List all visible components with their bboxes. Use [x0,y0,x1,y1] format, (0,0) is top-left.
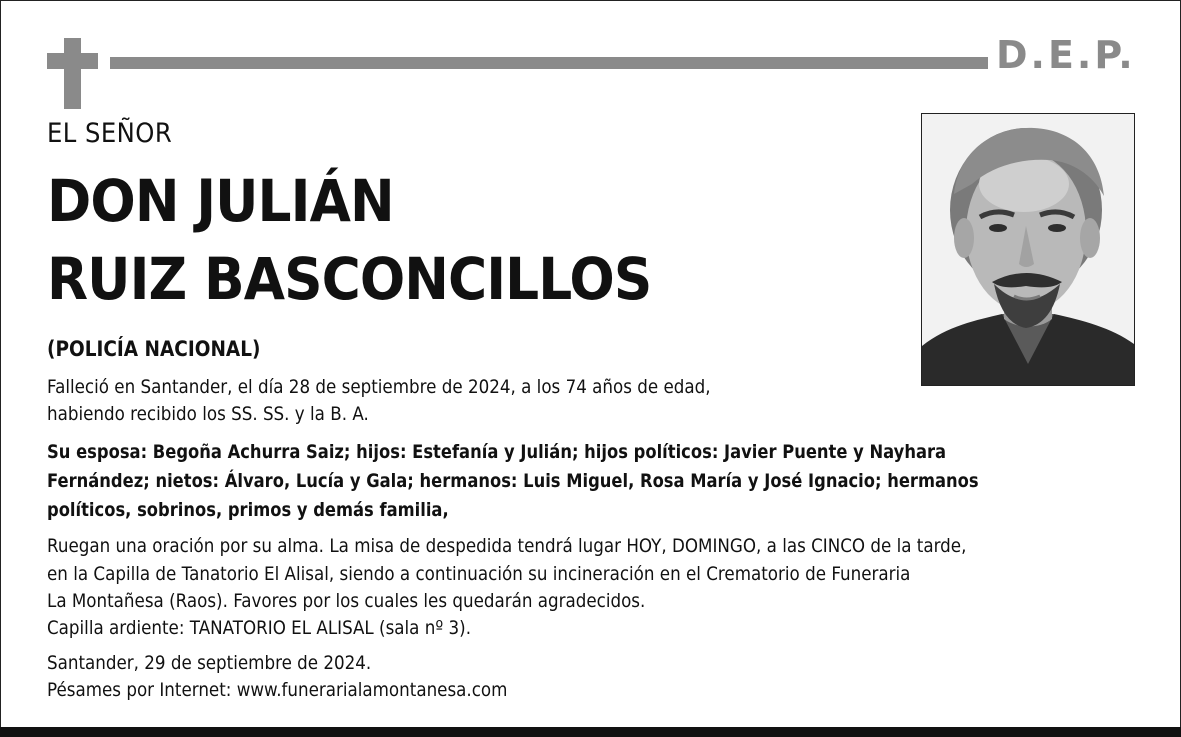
portrait-illustration [922,114,1134,385]
service-line-2: en la Capilla de Tanatorio El Alisal, siendo a continuación su incineración en el Crematorio de Funeraria [47,563,911,585]
portrait-photo [921,113,1135,386]
profession: (POLICÍA NACIONAL) [47,337,261,361]
family-line-3: políticos, sobrinos, primos y demás familia, [47,499,449,521]
honorific: EL SEÑOR [47,118,173,149]
condolences-line: Pésames por Internet: www.funerarialamontanesa.com [47,679,508,701]
footer-rule [0,727,1181,737]
cross-vertical-bar [64,38,81,109]
place-date: Santander, 29 de septiembre de 2024. [47,652,372,674]
death-line-1: Falleció en Santander, el día 28 de septiembre de 2024, a los 74 años de edad, [47,376,711,398]
service-line-3: La Montañesa (Raos). Favores por los cuales les quedarán agradecidos. [47,590,646,612]
service-line-1: Ruegan una oración por su alma. La misa de despedida tendrá lugar HOY, DOMINGO, a las CINCO de la tarde, [47,535,967,557]
dep-label: D.E.P. [996,33,1136,77]
family-line-2: Fernández; nietos: Álvaro, Lucía y Gala; hermanos: Luis Miguel, Rosa María y José Ignacio; hermanos [47,470,979,492]
death-line-2: habiendo recibido los SS. SS. y la B. A. [47,403,369,425]
cross-horizontal-bar [47,53,98,69]
deceased-name-line-1: DON JULIÁN [47,167,394,235]
deceased-name-line-2: RUIZ BASCONCILLOS [47,245,652,313]
header-rule [110,57,988,69]
service-line-4: Capilla ardiente: TANATORIO EL ALISAL (sala nº 3). [47,617,472,639]
family-line-1: Su esposa: Begoña Achurra Saiz; hijos: Estefanía y Julián; hijos políticos: Javier Puente y Nayhara [47,441,947,463]
